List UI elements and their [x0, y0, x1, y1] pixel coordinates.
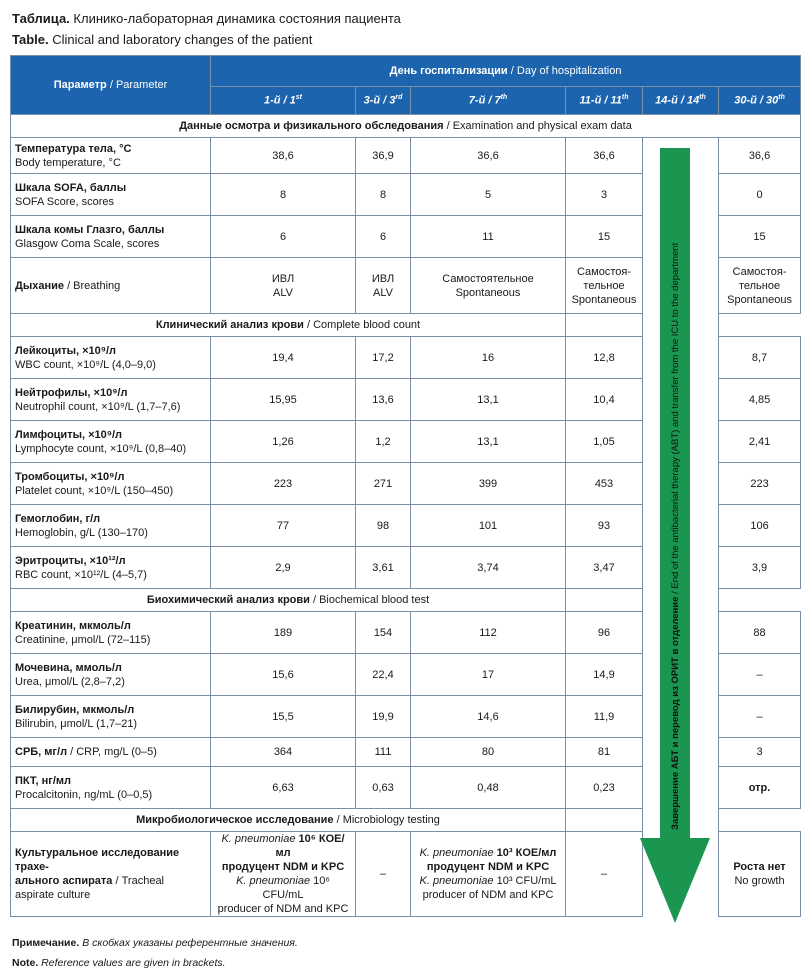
value-cell	[566, 809, 643, 832]
value-cell: 14,9	[566, 654, 643, 696]
value-cell: –	[356, 832, 411, 917]
value-cell: 17	[411, 654, 566, 696]
value-cell: 19,4	[211, 337, 356, 379]
value-cell: 0,63	[356, 767, 411, 809]
value-cell: 2,9	[211, 547, 356, 589]
value-cell: 15,6	[211, 654, 356, 696]
value-cell: 10,4	[566, 379, 643, 421]
header-day-14: 14-й / 14th	[643, 86, 719, 114]
section-row	[11, 115, 801, 138]
value-cell: 154	[356, 612, 411, 654]
value-cell: Роста нет No growth	[719, 832, 801, 917]
parameter-cell: Дыхание / Breathing	[11, 258, 211, 314]
parameter-cell: Лимфоциты, ×10⁹/л Lymphocyte count, ×10⁹/L (0,8–40)	[11, 421, 211, 463]
value-cell: –	[719, 696, 801, 738]
caption-ru-label: Таблица.	[12, 11, 70, 26]
value-cell: 77	[211, 505, 356, 547]
value-cell: 271	[356, 463, 411, 505]
table-caption-en	[12, 31, 312, 48]
parameter-cell: Шкала SOFA, баллы SOFA Score, scores	[11, 174, 211, 216]
parameter-cell: Температура тела, °С Body temperature, °C	[11, 138, 211, 174]
value-cell: 36,6	[566, 138, 643, 174]
parameter-cell: Креатинин, мкмоль/л Creatinine, μmol/L (72–115)	[11, 612, 211, 654]
value-cell: 15	[719, 216, 801, 258]
parameter-cell: Эритроциты, ×10¹²/л RBC count, ×10¹²/L (4–5,7)	[11, 547, 211, 589]
value-cell: 13,1	[411, 421, 566, 463]
value-cell: отр.	[719, 767, 801, 809]
value-cell: 16	[411, 337, 566, 379]
value-cell: 36,6	[719, 138, 801, 174]
header-day-3: 3-й / 3rd	[356, 86, 411, 114]
value-cell: 15,5	[211, 696, 356, 738]
caption-en-text: Clinical and laboratory changes of the patient	[52, 32, 313, 47]
value-cell: 93	[566, 505, 643, 547]
parameter-cell: Тромбоциты, ×10⁹/л Platelet count, ×10⁹/L (150–450)	[11, 463, 211, 505]
value-cell: 38,6	[211, 138, 356, 174]
parameter-cell: Лейкоциты, ×10⁹/л WBC count, ×10⁹/L (4,0–9,0)	[11, 337, 211, 379]
value-cell: –	[719, 654, 801, 696]
parameter-cell: ПКТ, нг/мл Procalcitonin, ng/mL (0–0,5)	[11, 767, 211, 809]
header-day-30: 30-й / 30th	[719, 86, 801, 114]
header-day-1: 1-й / 1st	[211, 86, 356, 114]
value-cell: 111	[356, 738, 411, 767]
value-cell: 5	[411, 174, 566, 216]
value-cell: 17,2	[356, 337, 411, 379]
value-cell: Клинический анализ крови / Complete blood count	[11, 314, 566, 337]
caption-en-label: Table.	[12, 32, 49, 47]
value-cell: Самостоя- тельное Spontaneous	[719, 258, 801, 314]
value-cell: ИВЛ ALV	[211, 258, 356, 314]
value-cell: 364	[211, 738, 356, 767]
value-cell: Самостоя- тельное Spontaneous	[566, 258, 643, 314]
parameter-cell: Билирубин, мкмоль/л Bilirubin, μmol/L (1,7–21)	[11, 696, 211, 738]
parameter-cell: Мочевина, ммоль/л Urea, μmol/L (2,8–7,2)	[11, 654, 211, 696]
value-cell: 96	[566, 612, 643, 654]
value-cell: 0	[719, 174, 801, 216]
note-ru: Примечание. В скобках указаны референтные значения.	[12, 937, 298, 949]
value-cell: 223	[211, 463, 356, 505]
value-cell: 11,9	[566, 696, 643, 738]
value-cell: ИВЛ ALV	[356, 258, 411, 314]
value-cell: Данные осмотра и физикального обследования / Examination and physical exam data	[11, 115, 801, 138]
value-cell: 6	[356, 216, 411, 258]
header-parameter: Параметр / Parameter	[11, 56, 211, 115]
parameter-cell: Нейтрофилы, ×10⁹/л Neutrophil count, ×10⁹/L (1,7–7,6)	[11, 379, 211, 421]
value-cell: 88	[719, 612, 801, 654]
value-cell: Самостоятельное Spontaneous	[411, 258, 566, 314]
value-cell: 15,95	[211, 379, 356, 421]
value-cell: 3	[719, 738, 801, 767]
value-cell: –	[566, 832, 643, 917]
value-cell: 189	[211, 612, 356, 654]
value-cell: 80	[411, 738, 566, 767]
value-cell: 15	[566, 216, 643, 258]
value-cell: 399	[411, 463, 566, 505]
parameter-cell: Шкала комы Глазго, баллы Glasgow Coma Scale, scores	[11, 216, 211, 258]
value-cell: 3	[566, 174, 643, 216]
header-day-11: 11-й / 11th	[566, 86, 643, 114]
value-cell: 8	[356, 174, 411, 216]
value-cell: 98	[356, 505, 411, 547]
note-en: Note. Reference values are given in brackets.	[12, 957, 226, 969]
value-cell: Микробиологическое исследование / Microbiology testing	[11, 809, 566, 832]
value-cell: 81	[566, 738, 643, 767]
value-cell: 14,6	[411, 696, 566, 738]
value-cell: 0,48	[411, 767, 566, 809]
value-cell: 36,9	[356, 138, 411, 174]
value-cell: 1,26	[211, 421, 356, 463]
value-cell	[566, 314, 643, 337]
value-cell: 3,9	[719, 547, 801, 589]
parameter-cell: СРБ, мг/л / CRP, mg/L (0–5)	[11, 738, 211, 767]
value-cell: K. pneumoniae 10³ КОЕ/мл продуцент NDM и KPC K. pneumoniae 10³ CFU/mL producer of NDM and KPC	[411, 832, 566, 917]
value-cell: K. pneumoniae 10⁶ КОЕ/мл продуцент NDM и KPC K. pneumoniae 10⁶ CFU/mL producer of NDM and KPC	[211, 832, 356, 917]
value-cell: 1,2	[356, 421, 411, 463]
value-cell: 4,85	[719, 379, 801, 421]
value-cell	[566, 589, 643, 612]
header-day-of-hospitalization: День госпитализации / Day of hospitalization	[211, 56, 801, 87]
value-cell: Биохимический анализ крови / Biochemical blood test	[11, 589, 566, 612]
value-cell: 1,05	[566, 421, 643, 463]
value-cell: 3,47	[566, 547, 643, 589]
value-cell: 36,6	[411, 138, 566, 174]
value-cell: 3,61	[356, 547, 411, 589]
value-cell: 112	[411, 612, 566, 654]
value-cell: 22,4	[356, 654, 411, 696]
value-cell: 0,23	[566, 767, 643, 809]
value-cell: 2,41	[719, 421, 801, 463]
value-cell: 8,7	[719, 337, 801, 379]
table-caption-ru	[12, 10, 401, 27]
value-cell: 11	[411, 216, 566, 258]
page: Таблица. Клинико-лабораторная динамика состояния пациента Table. Clinical and laboratory changes of the patient Параметр / Parameter День госпитализации / Day of hospitalization 1-й / 1st 3-й / 3rd 7-й / 7th 11-й / 11th 14-й / 14th 30-й / 30th Данные осмотра и физикального обследования / Examination and physical exam data Температура тела, °С Body temperature, °C 38,6 36,9 36,6 36,6 36,6 Шкала SOFA, баллы SOFA Score, scores 8 8 5 3 0 Шкала комы Глазго, баллы Glasgow Coma Scale, scores 6 6 11 15 15 Дыхание / Breathing ИВЛ ALV ИВЛ ALV Самостоятельное Spontaneous Самостоя- тельное Spontaneous Самостоя- тельное Spontaneous Клинический анализ крови / Complete blood count Лейкоциты, ×10⁹/л WBC count, ×10⁹/L (4,0–9,0) 19,4 17,2 16 12,8 8,7 Нейтрофилы, ×10⁹/л Neutrophil count, ×10⁹/L (1,7–7,6) 15,95 13,6 13,1 10,4 4,85 Лимфоциты, ×10⁹/л Lymphocyte count, ×10⁹/L (0,8–40) 1,26 1,2 13,1 1,05 2,41 Тромбоциты, ×10⁹/л Platelet count, ×10⁹/L (150–450) 223 271 399 453 223 Гемоглобин, г/л Hemoglobin, g/L (130–170) 77 98 101 93 106 Эритроциты, ×10¹²/л RBC count, ×10¹²/L (4–5,7) 2,9 3,61 3,74 3,47 3,9 Биохимический анализ крови / Biochemical blood test Креатинин, мкмоль/л Creatinine, μmol/L (72–115) 189 154 112 96 88 Мочевина, ммоль/л Urea, μmol/L (2,8–7,2) 15,6 22,4 17 14,9 – Билирубин, мкмоль/л Bilirubin, μmol/L (1,7–21) 15,5 19,9 14,6 11,9 – СРБ, мг/л / CRP, mg/L (0–5) 364 111 80 81 3 ПКТ, нг/мл Procalcitonin, ng/mL (0–0,5) 6,63 0,63 0,48 0,23 отр. Микробиологическое исследование / Microbiology testing Культуральное исследование трахе- ального аспирата / Tracheal aspirate culture K. pneumoniae 10⁶ КОЕ/мл продуцент NDM и KPC K. pneumoniae 10⁶ CFU/mL producer of NDM and KPC – K. pneumoniae 10³ КОЕ/мл продуцент NDM и KPC K. pneumoniae 10³ CFU/mL producer of NDM and KPC – Роста нет No growth Завершение АБТ и перевод из ОРИТ в отделение / End of the antibacterial therapy (ABT) and transfer from the ICU to the department Примечание. В скобках указаны референтные значения. Note. Reference values are given in brackets.	[0, 0, 812, 979]
caption-ru-text: Клинико-лабораторная динамика состояния пациента	[73, 11, 401, 26]
value-cell: 13,1	[411, 379, 566, 421]
value-cell: 3,74	[411, 547, 566, 589]
value-cell: 19,9	[356, 696, 411, 738]
value-cell: 6	[211, 216, 356, 258]
value-cell: 8	[211, 174, 356, 216]
value-cell: 106	[719, 505, 801, 547]
value-cell: 453	[566, 463, 643, 505]
header-day-7: 7-й / 7th	[411, 86, 566, 114]
value-cell: 101	[411, 505, 566, 547]
parameter-cell: Культуральное исследование трахе- ального аспирата / Tracheal aspirate culture	[11, 832, 211, 917]
value-cell: 13,6	[356, 379, 411, 421]
parameter-cell: Гемоглобин, г/л Hemoglobin, g/L (130–170)	[11, 505, 211, 547]
value-cell: 6,63	[211, 767, 356, 809]
value-cell: 223	[719, 463, 801, 505]
value-cell: 12,8	[566, 337, 643, 379]
